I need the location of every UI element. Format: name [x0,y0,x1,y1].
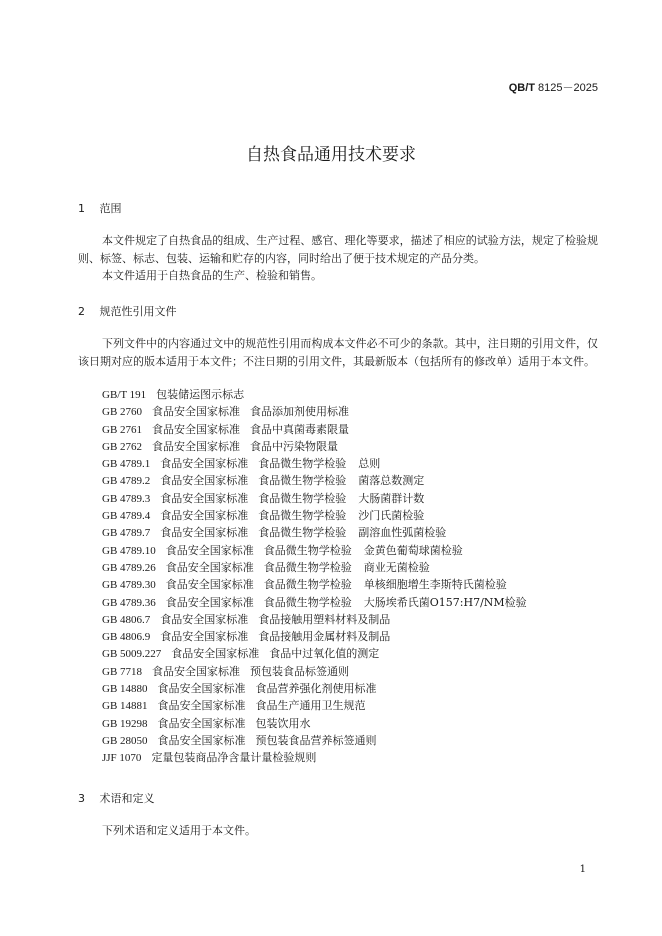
reference-title-part: 食品安全国家标准 [171,647,260,661]
reference-title-part: 食品安全国家标准 [157,682,246,696]
section-title: 范围 [99,202,122,215]
reference-title-part: 食品中过氧化值的测定 [269,647,380,661]
reference-item [102,524,527,541]
reference-title-part: 食品安全国家标准 [157,699,246,713]
reference-title-part: 食品微生物学检验 [263,595,352,609]
section-2-heading [78,303,177,319]
reference-title-part: 食品微生物学检验 [258,526,347,540]
section-number: 2 [78,305,85,318]
reference-title-part: 食品中真菌毒素限量 [250,422,350,436]
section-1-heading [78,200,122,216]
normative-intro: 下列文件中的内容通过文中的规范性引用而构成本文件必不可少的条款。其中，注日期的引用文件，仅该日期对应的版本适用于本文件；不注日期的引用文件，其最新版本（包括所有的修改单）适用于本文件。 [78,337,598,368]
reference-item [102,472,527,489]
reference-title-part: 包装饮用水 [255,716,311,730]
reference-item [102,455,527,472]
reference-list [102,386,527,767]
reference-code: GB 19298 [102,717,148,730]
reference-item [102,386,527,403]
reference-title-part: 食品安全国家标准 [152,405,241,419]
reference-title-part: 单核细胞增生李斯特氏菌检验 [363,578,507,592]
reference-code: GB 4789.7 [102,527,151,540]
terms-intro: 下列术语和定义适用于本文件。 [102,824,256,837]
reference-title-part: 食品安全国家标准 [165,578,254,592]
reference-item [102,542,527,559]
reference-code: GB 2760 [102,406,143,419]
reference-title-part: 食品微生物学检验 [263,578,352,592]
section-title: 规范性引用文件 [99,305,177,318]
reference-item [102,628,527,645]
reference-title-part: 食品安全国家标准 [160,509,249,523]
reference-title-part: 食品安全国家标准 [160,457,249,471]
reference-code: JJF 1070 [102,752,142,765]
reference-item [102,663,527,680]
reference-title-part: 食品接触用金属材料及制品 [258,630,391,644]
reference-item [102,645,527,662]
reference-item [102,403,527,420]
reference-code: GB 7718 [102,665,143,678]
reference-title-part: 定量包装商品净含量计量检验规则 [151,751,317,765]
reference-title-part: 食品安全国家标准 [152,439,241,453]
reference-title-part: 菌落总数测定 [358,474,425,488]
reference-title-part: 食品安全国家标准 [157,733,246,747]
reference-title-part: 沙门氏菌检验 [358,509,425,523]
reference-item [102,611,527,628]
reference-code: GB 4789.26 [102,561,156,574]
reference-title-part: 副溶血性弧菌检验 [358,526,447,540]
reference-title-part: 食品安全国家标准 [165,543,254,557]
reference-title-part: 大肠菌群计数 [358,491,425,505]
reference-title-part: 食品安全国家标准 [165,595,254,609]
section-number: 1 [78,202,85,215]
reference-item [102,697,527,714]
reference-title-part: 总则 [358,457,381,471]
reference-code: GB 2762 [102,440,143,453]
reference-item [102,715,527,732]
reference-code: GB 4789.36 [102,596,156,609]
reference-title-part: 预包装食品营养标签通则 [255,733,377,747]
reference-code: GB 4789.4 [102,510,151,523]
section-number: 3 [78,792,85,805]
reference-item [102,680,527,697]
reference-title-part: 食品安全国家标准 [160,612,249,626]
reference-title-part: 食品安全国家标准 [160,526,249,540]
reference-title-part: 包装储运图示标志 [156,388,245,401]
reference-item [102,559,527,576]
reference-code: GB 4806.7 [102,613,151,626]
reference-code: GB 4789.1 [102,458,151,471]
reference-title-part: 食品中污染物限量 [250,439,339,453]
reference-code: GB 4789.2 [102,475,151,488]
reference-title-part: 食品安全国家标准 [160,474,249,488]
reference-code: GB 14881 [102,700,148,713]
reference-title-part: 食品微生物学检验 [258,474,347,488]
reference-title-part: 金黄色葡萄球菌检验 [363,543,463,557]
reference-code: GB 4806.9 [102,631,151,644]
reference-item [102,490,527,507]
reference-title-part: 食品微生物学检验 [263,543,352,557]
page-number: 1 [579,864,586,875]
reference-item [102,421,527,438]
reference-title-part: 食品生产通用卫生规范 [255,699,366,713]
scope-paragraph-1: 本文件规定了自热食品的组成、生产过程、感官、理化等要求，描述了相应的试验方法，规定了检验规则、标签、标志、包装、运输和贮存的内容，同时给出了便于技术规定的产品分类。 [78,234,598,265]
reference-code: GB 4789.30 [102,579,156,592]
standard-code-prefix: QB/T [508,82,535,94]
reference-title-part: 食品微生物学检验 [258,491,347,505]
standard-code [509,79,598,95]
reference-title-part: 食品安全国家标准 [160,491,249,505]
reference-code: GB/T 191 [102,389,147,401]
section-3-heading [78,790,155,806]
reference-item [102,594,527,611]
reference-code: GB 2761 [102,423,143,436]
standard-code-number: 8125－2025 [535,82,598,94]
reference-code: GB 4789.10 [102,544,156,557]
reference-title-part: 商业无菌检验 [363,560,430,574]
reference-title-part: 食品微生物学检验 [258,509,347,523]
reference-item [102,576,527,593]
scope-paragraph-2: 本文件适用于自热食品的生产、检验和销售。 [102,269,322,282]
reference-title-part: 食品接触用塑料材料及制品 [258,612,391,626]
reference-item [102,507,527,524]
reference-title-part: 大肠埃希氏菌O157:H7/NM检验 [363,595,527,609]
reference-title-part: 食品营养强化剂使用标准 [255,682,377,696]
reference-item [102,732,527,749]
reference-code: GB 5009.227 [102,648,162,661]
reference-code: GB 4789.3 [102,492,151,505]
reference-title-part: 食品微生物学检验 [263,560,352,574]
reference-title-part: 食品微生物学检验 [258,457,347,471]
reference-item [102,749,527,766]
reference-title-part: 食品安全国家标准 [152,422,241,436]
reference-title-part: 食品添加剂使用标准 [250,405,350,419]
reference-title-part: 食品安全国家标准 [160,630,249,644]
section-title: 术语和定义 [99,792,155,805]
document-title: 自热食品通用技术要求 [246,145,416,165]
reference-title-part: 预包装食品标签通则 [250,664,350,678]
reference-title-part: 食品安全国家标准 [165,560,254,574]
reference-code: GB 14880 [102,683,148,696]
reference-title-part: 食品安全国家标准 [157,716,246,730]
reference-code: GB 28050 [102,734,148,747]
reference-item [102,438,527,455]
reference-title-part: 食品安全国家标准 [152,664,241,678]
